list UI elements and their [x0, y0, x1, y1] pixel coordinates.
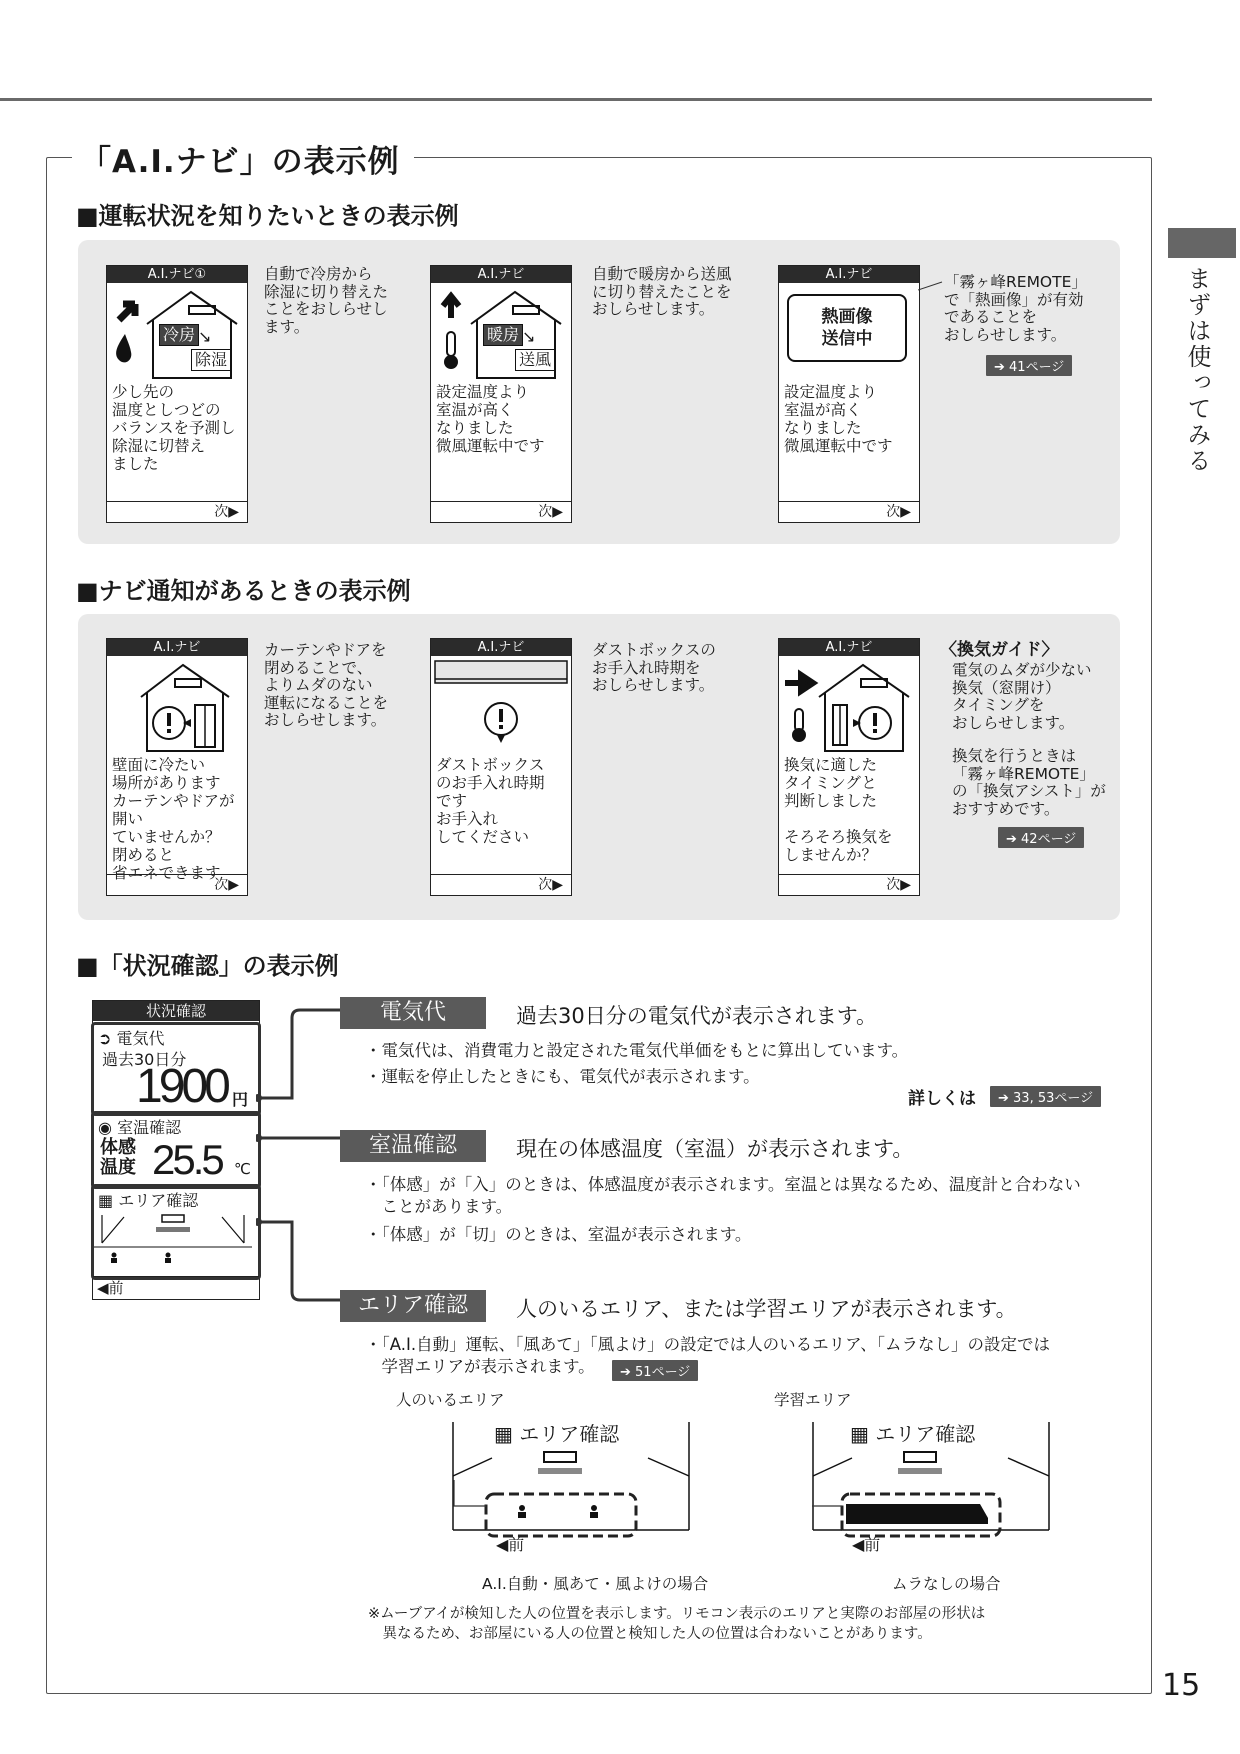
- example2-back: ◀前: [852, 1535, 881, 1554]
- lcd-message: 壁面に冷たい 場所があります カーテンやドアが開い ていませんか？ 閉めると 省エネできます: [112, 756, 235, 882]
- temp-value: 25.5: [152, 1136, 222, 1183]
- grid-icon: ▦: [98, 1191, 114, 1210]
- label-electricity: 電気代: [340, 997, 486, 1029]
- temp-label: 室温確認: [117, 1118, 182, 1137]
- footnote: ※ムーブアイが検知した人の位置を表示します。リモコン表示のエリアと実際のお部屋の形状は 異なるため、お部屋にいる人の位置と検知した人の位置は合わないことがあります。: [368, 1606, 986, 1642]
- lcd-next: 次▶: [107, 501, 247, 522]
- grid-icon: ▦: [850, 1422, 869, 1446]
- example1-screen: [452, 1418, 690, 1554]
- lcd-header: A.I.ナビ: [431, 639, 571, 656]
- thermal-status-box: [787, 294, 907, 362]
- electricity-bullet-1: ・電気代は、消費電力と設定された電気代単価をもとに算出しています。: [365, 1041, 909, 1060]
- side-tab-marker: [1168, 228, 1236, 258]
- mode-badge-from: 暖房: [483, 324, 523, 346]
- top-rule: [0, 98, 1152, 101]
- area-label: エリア確認: [118, 1191, 199, 1210]
- lcd-next: 次▶: [107, 874, 247, 895]
- elec-unit: 円: [232, 1090, 249, 1109]
- card-description: カーテンやドアを 閉めることで、 よりムダのない 運転になることを おしらせします。: [264, 641, 389, 729]
- room-temp-bullet-1: ・「体感」が「入」のときは、体感温度が表示されます。室温とは異なるため、温度計と合わない ことがあります。: [365, 1175, 1081, 1216]
- example1-caption-bottom: A.I.自動・風あて・風よけの場合: [482, 1575, 709, 1593]
- area-title: 人のいるエリア、または学習エリアが表示されます。: [516, 1297, 1017, 1321]
- coin-icon: ➲: [98, 1029, 112, 1048]
- area-block: [91, 1184, 261, 1280]
- card-description-2: 換気を行うときは 「霧ヶ峰REMOTE」 の「換気アシスト」が おすすめです。: [952, 747, 1106, 818]
- elec-block: [91, 1022, 261, 1116]
- example2-label-row: [850, 1418, 975, 1447]
- grid-icon: ▦: [494, 1422, 513, 1446]
- side-tab-label: まずは使ってみる: [1183, 266, 1211, 474]
- lcd-header: A.I.ナビ①: [107, 266, 247, 283]
- elec-period: 過去30日分: [102, 1050, 187, 1069]
- lcd-card-ventilation: [778, 638, 920, 896]
- temp-block: [91, 1111, 261, 1189]
- label-room-temp: 室温確認: [340, 1130, 486, 1162]
- more-info-label: 詳しくは: [908, 1089, 976, 1109]
- status-check-lcd: [92, 1000, 260, 1300]
- elec-value: 1900: [136, 1060, 227, 1113]
- example1-back: ◀前: [496, 1535, 525, 1554]
- ventilation-guide-title: 〈換気ガイド〉: [940, 640, 1059, 660]
- temp-sub1: 体感: [100, 1137, 136, 1158]
- page-title: 「A.I.ナビ」の表示例: [72, 136, 414, 181]
- leader-line: [918, 280, 944, 292]
- lcd-card-thermal: [778, 265, 920, 523]
- arrow-icon: ↘: [198, 327, 212, 346]
- lcd-next: 次▶: [779, 874, 919, 895]
- lcd-next: 次▶: [431, 501, 571, 522]
- electricity-title: 過去30日分の電気代が表示されます。: [516, 1004, 878, 1028]
- lcd-next: 次▶: [431, 874, 571, 895]
- page-ref-41[interactable]: ➔ 41ページ: [986, 355, 1072, 376]
- lcd-message: 換気に適した タイミングと 判断しました そろそろ換気を しませんか？: [784, 756, 893, 864]
- elec-label: 電気代: [116, 1029, 165, 1048]
- area-bullet-1: ・「A.I.自動」運転、「風あて」「風よけ」の設定では人のいるエリア、「ムラなし」の設定では 学習エリアが表示されます。: [365, 1335, 1051, 1376]
- lcd-header: A.I.ナビ: [107, 639, 247, 656]
- lcd-header: A.I.ナビ: [779, 266, 919, 283]
- temp-unit: ℃: [234, 1160, 251, 1178]
- lcd-card-dustbox: [430, 638, 572, 896]
- area-room-icon: [94, 1207, 252, 1273]
- temp-sub: [100, 1138, 136, 1178]
- section2-heading: ■ナビ通知があるときの表示例: [76, 577, 411, 605]
- lcd-card-cool-dry: [106, 265, 248, 523]
- example1-caption-top: 人のいるエリア: [396, 1391, 505, 1409]
- label-area: エリア確認: [340, 1290, 486, 1322]
- temp-sub2: 温度: [100, 1157, 136, 1178]
- section3-heading: ■「状況確認」の表示例: [76, 952, 339, 980]
- lcd-header: A.I.ナビ: [431, 266, 571, 283]
- lcd-card-curtain: [106, 638, 248, 896]
- page-ref-42[interactable]: ➔ 42ページ: [998, 827, 1084, 848]
- lcd-message: 設定温度より 室温が高く なりました 微風運転中です: [784, 383, 893, 455]
- mode-badge-to: 除湿: [191, 349, 231, 371]
- lcd-message: 設定温度より 室温が高く なりました 微風運転中です: [436, 383, 545, 455]
- electricity-bullet-2: ・運転を停止したときにも、電気代が表示されます。: [365, 1067, 760, 1086]
- house-door-warning-icon: [107, 657, 247, 757]
- example2-caption-bottom: ムラなしの場合: [892, 1575, 1001, 1593]
- card-description: 自動で暖房から送風 に切り替えたことを おしらせします。: [592, 265, 732, 318]
- lcd-message: ダストボックス のお手入れ時期 です お手入れ してください: [436, 756, 545, 846]
- aircon-warning-icon: [431, 657, 571, 757]
- house-window-warning-icon: [779, 657, 919, 757]
- thermometer-icon: ◉: [98, 1118, 112, 1137]
- page-ref-51[interactable]: ➔ 51ページ: [612, 1360, 698, 1381]
- thermal-status-line1: 熱画像: [821, 307, 873, 327]
- mode-badge-from: 冷房: [159, 324, 199, 346]
- card-description: 自動で冷房から 除湿に切り替えた ことをおしらせし ます。: [264, 265, 389, 336]
- card-description: ダストボックスの お手入れ時期を おしらせします。: [592, 641, 716, 694]
- example1-label-row: [494, 1418, 619, 1447]
- mode-badge-to: 送風: [515, 349, 555, 371]
- lcd-header: 状況確認: [93, 1001, 259, 1021]
- lcd-message: 少し先の 温度としつどの バランスを予測し 除湿に切替え ました: [112, 383, 236, 473]
- card-description: 電気のムダが少ない 換気（窓開け） タイミングを おしらせします。: [952, 661, 1092, 732]
- example1-screen-label: エリア確認: [519, 1422, 620, 1446]
- page-number: 15: [1162, 1668, 1201, 1703]
- lcd-back: ◀前: [93, 1276, 259, 1299]
- thermal-status-line2: 送信中: [821, 329, 873, 349]
- temp-label-row: [98, 1115, 181, 1138]
- elec-label-row: [98, 1026, 165, 1049]
- card-description: 「霧ヶ峰REMOTE」 で「熱画像」が有効 であることを おしらせします。: [944, 273, 1087, 344]
- lcd-header: A.I.ナビ: [779, 639, 919, 656]
- room-temp-bullet-2: ・「体感」が「切」のときは、室温が表示されます。: [365, 1225, 752, 1244]
- example2-screen-label: エリア確認: [875, 1422, 976, 1446]
- arrow-icon: ↘: [522, 327, 536, 346]
- lcd-card-heat-fan: [430, 265, 572, 523]
- example1-leader: [450, 1480, 486, 1520]
- lcd-next: 次▶: [779, 501, 919, 522]
- room-temp-title: 現在の体感温度（室温）が表示されます。: [516, 1137, 914, 1161]
- section1-heading: ■運転状況を知りたいときの表示例: [76, 202, 459, 230]
- connector-lines: [256, 1000, 346, 1310]
- example2-caption-top: 学習エリア: [774, 1391, 852, 1409]
- example2-leader: [812, 1480, 848, 1520]
- page-ref-33-53[interactable]: ➔ 33, 53ページ: [990, 1086, 1101, 1107]
